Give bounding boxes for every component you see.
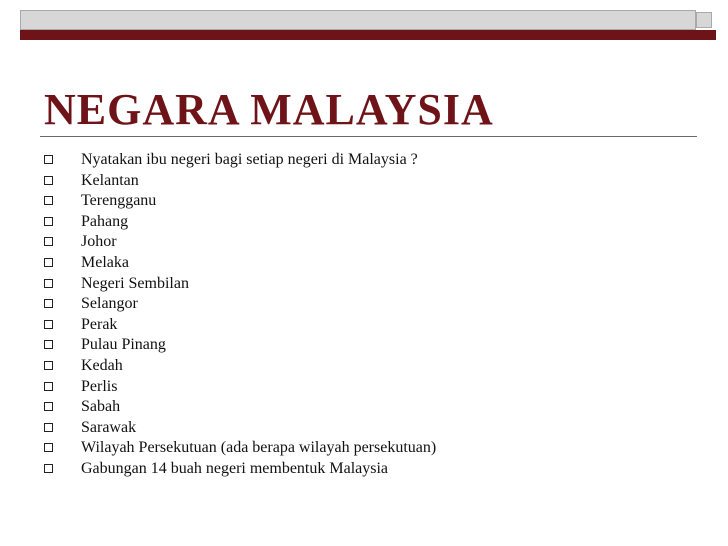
- list-item-text: Sarawak: [81, 418, 137, 436]
- hollow-square-bullet-icon: [44, 361, 53, 370]
- slide-title: NEGARA MALAYSIA: [44, 85, 494, 134]
- hollow-square-bullet-icon: [44, 382, 53, 391]
- list-item-text: Perak: [81, 315, 118, 333]
- hollow-square-bullet-icon: [44, 464, 53, 473]
- list-item-text: Kelantan: [81, 171, 139, 189]
- list-item-text: Terengganu: [81, 192, 157, 210]
- hollow-square-bullet-icon: [44, 237, 53, 246]
- decorative-top-band: [20, 10, 716, 40]
- top-gray-bar: [20, 10, 696, 30]
- top-red-bar: [20, 30, 716, 40]
- hollow-square-bullet-icon: [44, 320, 53, 329]
- hollow-square-bullet-icon: [44, 258, 53, 267]
- title-divider: [40, 136, 697, 137]
- hollow-square-bullet-icon: [44, 423, 53, 432]
- list-item-text: Selangor: [81, 295, 138, 313]
- hollow-square-bullet-icon: [44, 402, 53, 411]
- hollow-square-bullet-icon: [44, 217, 53, 226]
- list-item-text: Gabungan 14 buah negeri membentuk Malaysia: [81, 459, 389, 477]
- hollow-square-bullet-icon: [44, 196, 53, 205]
- list-item-text: Nyatakan ibu negeri bagi setiap negeri di Malaysia ?: [81, 151, 418, 168]
- hollow-square-bullet-icon: [44, 176, 53, 185]
- list-item-text: Johor: [81, 233, 117, 251]
- hollow-square-bullet-icon: [44, 155, 53, 164]
- hollow-square-bullet-icon: [44, 340, 53, 349]
- list-item-text: Pulau Pinang: [81, 336, 166, 354]
- list-item-text: Melaka: [81, 253, 129, 271]
- list-item-text: Negeri Sembilan: [81, 274, 189, 292]
- list-item-text: Kedah: [81, 356, 123, 374]
- list-item-text: Pahang: [81, 212, 129, 230]
- hollow-square-bullet-icon: [44, 299, 53, 308]
- list-item-text: Perlis: [81, 377, 118, 395]
- list-item-text: Wilayah Persekutuan (ada berapa wilayah persekutuan): [81, 439, 437, 457]
- list-item-text: Sabah: [81, 398, 121, 416]
- top-gray-square: [696, 12, 712, 28]
- hollow-square-bullet-icon: [44, 279, 53, 288]
- hollow-square-bullet-icon: [44, 443, 53, 452]
